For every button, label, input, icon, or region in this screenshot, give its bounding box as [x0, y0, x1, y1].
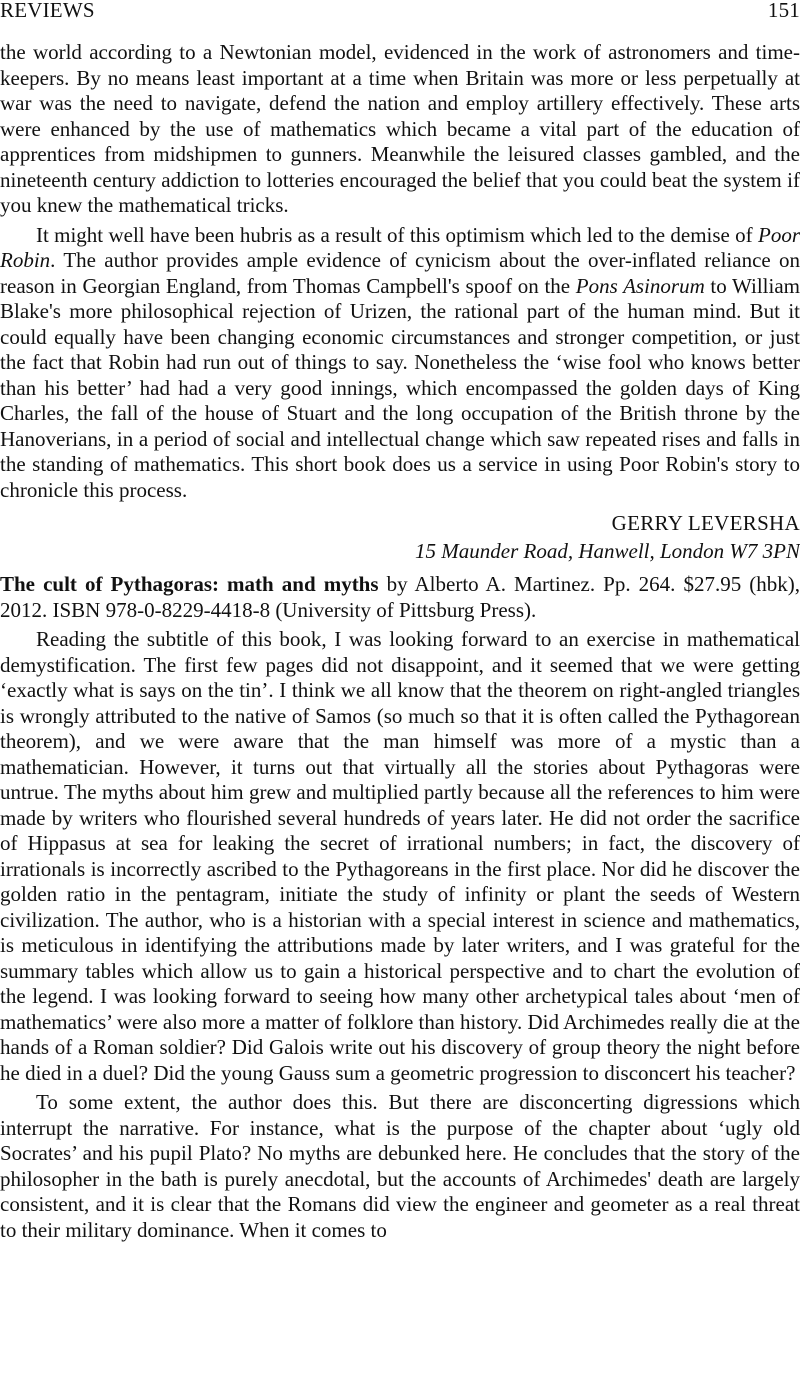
italic-title-pons-asinorum: Pons Asinorum — [575, 273, 705, 298]
review1-paragraph-2-text-e: to William Blake's more philosophical rejection of Urizen, the rational part of the human mind. But it could equally have been changing economic circumstances and stronger competition, or just the fact that Robin had run out of things to say. Nonetheless the ‘wise fool who knows better than his better’ had had a very good innings, which encompassed the golden days of King Charles, the fall of the house of Stuart and the long occupation of the British throne by the Hanoverians, in a period of social and intellectual change which saw repeated rises and falls in the standing of mathematics. This short book does us a service in using Poor Robin's story to chronicle this process. — [0, 273, 800, 502]
review1-paragraph-2 — [0, 223, 800, 504]
review1-paragraph-1: the world according to a Newtonian model, evidenced in the work of astronomers and time-keepers. By no means least important at a time when Britain was more or less perpetually at war was the need to navigate, defend the nation and employ artillery effectively. These arts were enhanced by the use of mathematics which became a vital part of the education of apprentices from midshipmen to gunners. Meanwhile the leisured classes gambled, and the nineteenth century addiction to lotteries encouraged the belief that you could beat the system if you knew the mathematical tricks. — [0, 40, 800, 217]
body-text — [0, 40, 800, 1243]
reviewer-address: 15 Maunder Road, Hanwell, London W7 3PN — [415, 538, 800, 563]
book-citation: by Alberto A. Martinez. Pp. 264. $27.95 (hbk), 2012. ISBN 978-0-8229-4418-8 (University of Pittsburg Press). — [0, 572, 800, 622]
reviewer-name: GERRY LEVERSHA — [611, 511, 800, 535]
section-title: REVIEWS — [0, 0, 95, 22]
running-head — [0, 0, 800, 23]
page-number: 151 — [767, 0, 800, 22]
review2-heading — [0, 572, 800, 623]
book-title: The cult of Pythagoras: math and myths — [0, 572, 379, 596]
review2-paragraph-2: To some extent, the author does this. But there are disconcerting digressions which interrupt the narrative. For instance, what is the purpose of the chapter about ‘ugly old Socrates’ and his pupil Plato? No myths are debunked here. He concludes that the story of the philosopher in the bath is purely anecdotal, but the accounts of Archimedes' death are largely consistent, and it is clear that the Romans did view the engineer and geometer as a real threat to their military dominance. When it comes to — [0, 1090, 800, 1242]
reviewer-signoff — [0, 511, 800, 564]
review1-paragraph-2-text-c: . The author provides ample evidence of cynicism about the over-inflated reliance on reason in Georgian England, from Thomas Campbell's spoof on the — [0, 248, 800, 298]
italic-title-poor-robin: Poor Robin — [0, 222, 800, 272]
review1-paragraph-2-text-a: It might well have been hubris as a result of this optimism which led to the demise of — [36, 222, 758, 247]
review2-paragraph-1: Reading the subtitle of this book, I was looking forward to an exercise in mathematical demystification. The first few pages did not disappoint, and it seemed that we were getting ‘exactly what is says on the tin’. I think we all know that the theorem on right-angled triangles is wrongly attributed to the native of Samos (so much so that it is often called the Pythagorean theorem), and we were aware that the man himself was more of a mystic than a mathematician. However, it turns out that virtually all the stories about Pythagoras were untrue. The myths about him grew and multiplied partly because all the references to him were made by writers who flourished several hundreds of years later. He did not order the sacrifice of Hippasus at sea for leaking the secret of irrational numbers; in fact, the discovery of irrationals is incorrectly ascribed to the Pythagoreans in the first place. Nor did he discover the golden ratio in the pentagram, initiate the study of infinity or plant the seeds of Western civilization. The author, who is a historian with a special interest in science and mathematics, is meticulous in identifying the attributions made by later writers, and I was grateful for the summary tables which allow us to gain a historical perspective and to chart the evolution of the legend. I was looking forward to seeing how many other archetypical tales about ‘men of mathematics’ were also more a matter of folklore than history. Did Archimedes really die at the hands of a Roman soldier? Did Galois write out his discovery of group theory the night before he died in a duel? Did the young Gauss sum a geometric progression to disconcert his teacher? — [0, 627, 800, 1085]
